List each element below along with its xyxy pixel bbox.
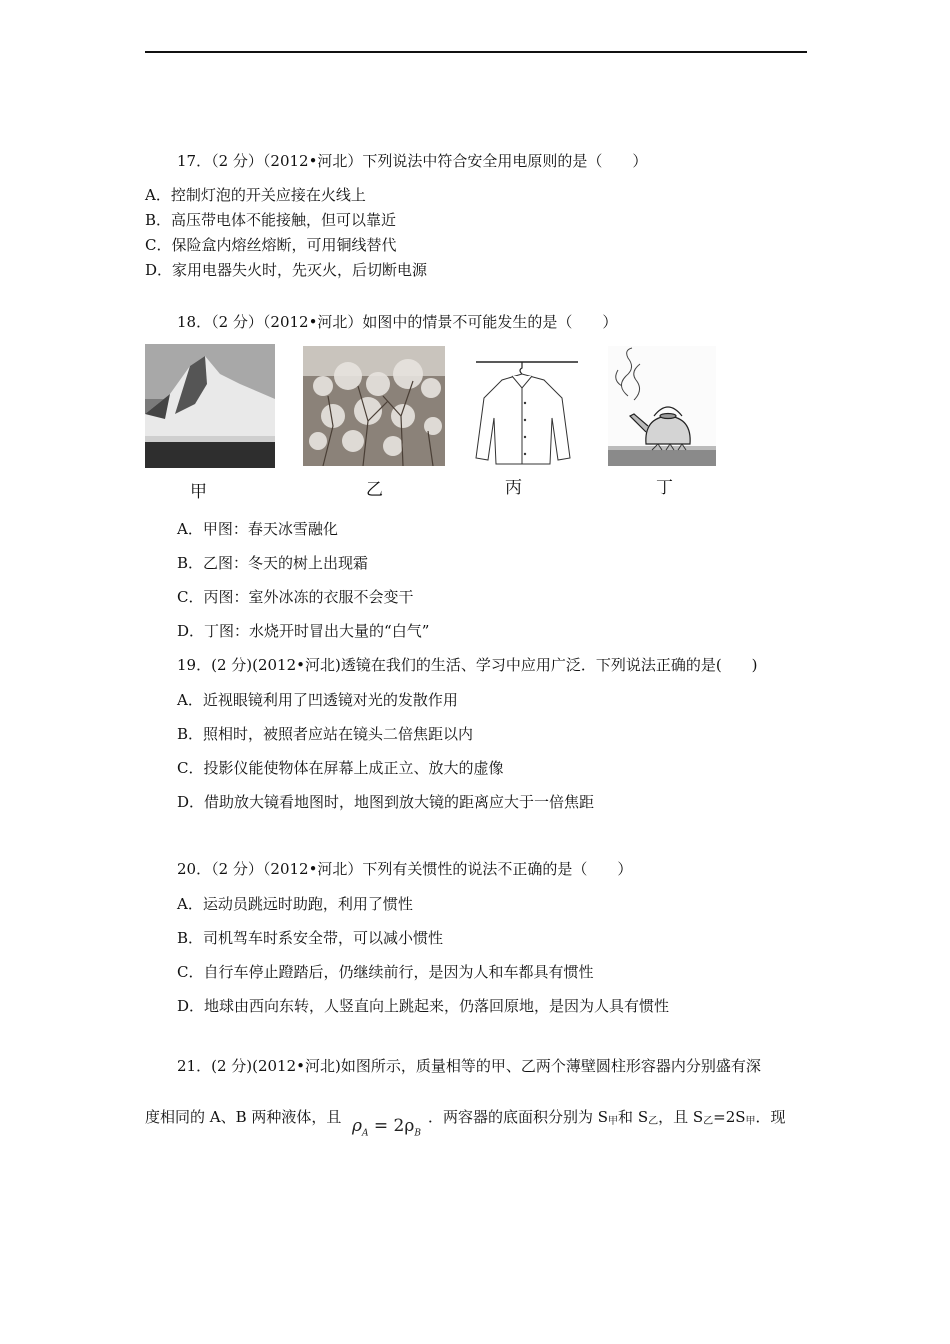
q21-tail2: =2S <box>713 1108 746 1126</box>
q21-and: 和 S <box>618 1108 649 1126</box>
q21-sub-yi2: 乙 <box>703 1116 714 1127</box>
formula-lhs: ρ <box>352 1116 362 1136</box>
figure-yi-frosted-tree <box>303 346 445 466</box>
q18-option-d: D．丁图：水烧开时冒出大量的“白气” <box>177 622 430 640</box>
q19-option-d: D．借助放大镜看地图时，地图到放大镜的距离应大于一倍焦距 <box>177 793 595 811</box>
q21-sub-yi: 乙 <box>648 1116 659 1127</box>
formula-rhs-sub: B <box>414 1128 421 1139</box>
q17-option-c: C．保险盒内熔丝熔断，可用铜线替代 <box>145 236 397 254</box>
q20-option-d: D．地球由西向东转，人竖直向上跳起来，仍落回原地，是因为人具有惯性 <box>177 997 670 1015</box>
figure-label-bing: 丙 <box>505 478 522 498</box>
q21-sub-jia2: 甲 <box>745 1116 756 1127</box>
q20-option-a: A．运动员跳远时助跑，利用了惯性 <box>177 895 413 913</box>
q18-option-a: A．甲图：春天冰雪融化 <box>177 520 338 538</box>
header-rule <box>145 51 807 53</box>
q17-option-b: B．高压带电体不能接触，但可以靠近 <box>145 211 397 229</box>
q21-line2-prefix: 度相同的 A、B 两种液体，且 <box>145 1108 342 1126</box>
q19-stem: 19．(2 分)(2012•河北)透镜在我们的生活、学习中应用广泛．下列说法正确的是( ) <box>177 656 758 674</box>
q21-sub-jia: 甲 <box>608 1116 619 1127</box>
q21-tail1: ，且 S <box>658 1108 704 1126</box>
figure-bing-shirt-on-hanger <box>472 358 582 468</box>
q17-option-d: D．家用电器失火时，先灭火，后切断电源 <box>145 261 428 279</box>
q20-option-b: B．司机驾车时系安全带，可以减小惯性 <box>177 929 444 947</box>
q18-option-c: C．丙图：室外冰冻的衣服不会变干 <box>177 588 414 606</box>
q19-option-c: C．投影仪能使物体在屏幕上成正立、放大的虚像 <box>177 759 504 777</box>
q19-option-a: A．近视眼镜利用了凹透镜对光的发散作用 <box>177 691 458 709</box>
figure-label-jia: 甲 <box>190 482 207 502</box>
figure-ding-boiling-kettle <box>608 346 716 466</box>
q21-line2-rest <box>428 1107 786 1132</box>
q21-density-formula <box>352 1116 421 1138</box>
figure-jia-snowy-mountain <box>145 344 275 468</box>
q18-stem: 18．（2 分）（2012•河北）如图中的情景不可能发生的是（ ） <box>177 313 618 331</box>
formula-lhs-sub: A <box>362 1128 369 1139</box>
figure-label-ding: 丁 <box>656 478 673 498</box>
q21-line1: 21．(2 分)(2012•河北)如图所示，质量相等的甲、乙两个薄壁圆柱形容器内分别盛有深 <box>177 1057 761 1075</box>
q19-option-b: B．照相时，被照者应站在镜头二倍焦距以内 <box>177 725 474 743</box>
q17-option-a: A．控制灯泡的开关应接在火线上 <box>145 186 366 204</box>
q20-option-c: C．自行车停止蹬踏后，仍继续前行，是因为人和车都具有惯性 <box>177 963 594 981</box>
formula-eq: = 2ρ <box>373 1116 415 1136</box>
q21-tail3: ．现 <box>755 1108 786 1126</box>
q17-stem: 17．（2 分）（2012•河北）下列说法中符合安全用电原则的是（ ） <box>177 152 648 170</box>
q18-option-b: B．乙图：冬天的树上出现霜 <box>177 554 369 572</box>
q20-stem: 20．（2 分）（2012•河北）下列有关惯性的说法不正确的是（ ） <box>177 860 633 878</box>
q21-line2-mid: ．两容器的底面积分别为 S <box>428 1108 609 1126</box>
figure-label-yi: 乙 <box>366 480 383 500</box>
